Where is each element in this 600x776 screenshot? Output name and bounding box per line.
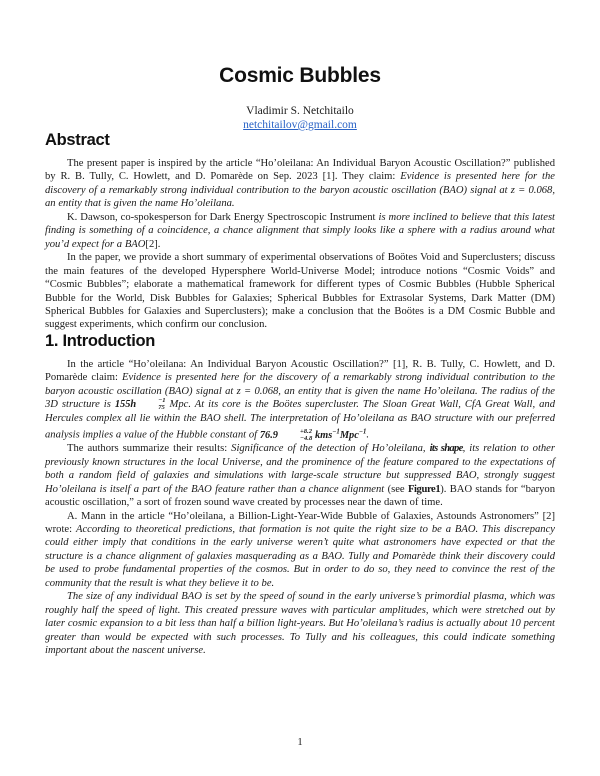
radius-base: 155h: [114, 399, 137, 411]
abstract-p1-text: The present paper is inspired by the article “Ho’oleilana: An Individual Baryon Acoustic Oscillation?” published by R. B. Tully, C. Howlett, and D. Pomarède on Sep. 2023 [1]. They claim:: [45, 158, 555, 183]
hubble-units-exponent-2: −1: [358, 428, 367, 436]
hubble-units-exponent-1: −1: [332, 428, 340, 436]
radius-formula: [115, 399, 166, 410]
abstract-heading: Abstract: [45, 131, 110, 149]
intro-p2-emphasis: its shape: [429, 443, 463, 455]
figure-reference[interactable]: Figure1: [407, 483, 441, 495]
intro-p1-quote-b: Mpc. At its core is the Boötes supercluster. The Sloan Great Wall, CfA Great Wall, and Hercules complex all lie within the BAO shell. The interpretation of Ho’oleilana as BAO structure with our preferred analysis implies a value of the Hubble constant of: [45, 399, 555, 441]
introduction-paragraph-1: [45, 358, 555, 442]
author-name: Vladimir S. Netchitailo: [246, 105, 354, 117]
intro-p2-tail: ). BAO stands for “baryon acoustic oscillation,” a sort of frozen sound wave created by processes near the dawn of time.: [45, 483, 555, 509]
intro-p1-quote-a: Evidence is presented here for the discovery of a remarkably strong individual contribution to the baryon acoustic oscillation (BAO) signal at z = 0.068, an entity that is given the name Ho’oleilana. The radius of the 3D structure is: [45, 372, 555, 411]
intro-p2-quote-a: Significance of the detection of Ho’oleilana,: [231, 443, 430, 455]
hubble-units-kms: kms: [312, 429, 333, 441]
hubble-uncertainty: [278, 429, 312, 442]
hubble-constant-formula: [259, 427, 370, 442]
abstract-p2-text: K. Dawson, co-spokesperson for Dark Energy Spectroscopic Instrument: [67, 211, 379, 223]
intro-p2-quote-b: , its relation to other previously known structures in the local Universe, and the prominence of the feature compared to the expectations of both a random field of galaxies and simulations with large-scale structure but suppressed BAO, strongly suggest Ho’oleilana is itself a part of the BAO feature rather than a chance alignment: [45, 443, 556, 495]
author-email-line: [45, 119, 555, 131]
introduction-heading: 1. Introduction: [45, 331, 156, 350]
intro-p3-text: A. Mann in the article “Ho’oleilana, a Billion-Light-Year-Wide Bubble of Galaxies, Astounds Astronomers” [2] wrote:: [45, 510, 555, 536]
page-number: 1: [297, 737, 303, 748]
abstract-p1-quote: Evidence is presented here for the discovery of a remarkably strong individual contribution to the baryon acoustic oscillation (BAO) signal at z = 0.068, an entity that is given the name Ho’oleilana.: [45, 171, 555, 210]
intro-p1-period: .: [366, 429, 370, 441]
introduction-paragraph-2: [45, 442, 555, 509]
intro-p3-quote: According to theoretical predictions, that formation is not quite the right size to be a BAO. This discrepancy could either imply that conditions in the early universe weren’t quite what astronomers have expected or that the structure is a chance alignment of galaxies masquerading as a BAO. Tully and Pomarède think their discovery could be used to probe fundamental properties of the cosmos. But in order to do so, they need to convince the rest of the community that the result is what they believe it to be.: [45, 524, 555, 589]
introduction-paragraph-4: [45, 590, 555, 657]
introduction-paragraph-3: [45, 510, 555, 591]
hubble-units-mpc: Mpc: [339, 429, 359, 441]
abstract-paragraph-1: [45, 157, 555, 211]
hubble-superscript: +8.2: [300, 427, 312, 435]
abstract-paragraph-3: In the paper, we provide a short summary of experimental observations of Boötes Void and Superclusters; discuss the main features of the developed Hypersphere World-Universe Model; introduce notions “Cosmic Voids” and “Cosmic Bubbles”; elaborate a mathematical framework for different types of Cosmic Bubbles (Hubble Spherical Bubble for the World, Disk Bubbles for Galaxies; Spherical Bubbles for Extrasolar Systems, Dark Matter (DM) Spherical Bubbles for Galaxies and Superclusters); make a conclusion that the Boötes is a DM Cosmic Bubble and suggest experiments, which confirm our conclusion.: [45, 252, 555, 331]
author-email-link[interactable]: netchitailov@gmail.com: [243, 119, 357, 131]
intro-p4-quote: The size of any individual BAO is set by the speed of sound in the early universe’s primordial plasma, which was roughly half the speed of light. This created pressure waves with particular amplitudes, which were stretched out by later cosmic expansion to a bit less than half a billion light-years. But Ho’oleilana’s radius is actually about 10 percent greater than would be expected with such processes. To Tully and his colleagues, this could indicate something important about the nascent universe.: [45, 591, 555, 657]
radius-exponents: [136, 398, 165, 411]
abstract-paragraph-2: [45, 211, 555, 251]
intro-p1-text: In the article “Ho’oleilana: An Individual Baryon Acoustic Oscillation?” [1], R. B. Tully, C. Howlett, and D. Pomarède claim:: [45, 358, 555, 384]
intro-p2-text: The authors summarize their results:: [67, 443, 232, 455]
radius-subscript: 75: [158, 404, 165, 412]
abstract-p2-citation: [2].: [145, 238, 161, 250]
hubble-subscript: −4.8: [300, 434, 313, 442]
abstract-p2-quote: is more inclined to believe that this latest finding is something of a coincidence, a chance alignment that simply looks like a sphere with a radius around what you’d expect for a BAO: [45, 211, 556, 250]
hubble-base: 76.9: [259, 429, 278, 441]
intro-p2-see: (see: [387, 483, 408, 495]
page-title: Cosmic Bubbles: [219, 64, 381, 87]
radius-superscript: −1: [158, 397, 166, 405]
